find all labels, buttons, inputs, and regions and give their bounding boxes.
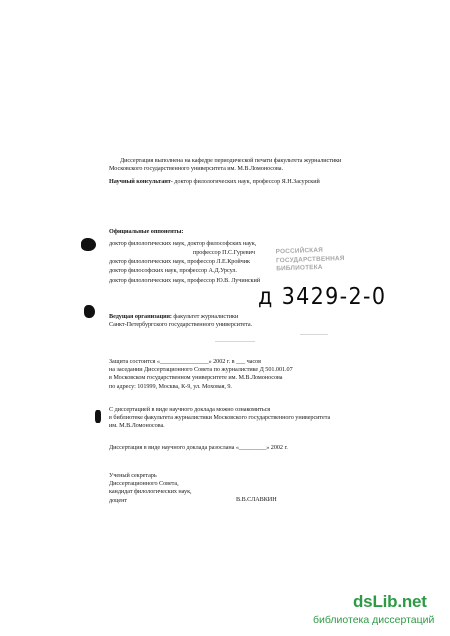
opponent-line: доктор философских наук, профессор А.Д.Урсул. [109, 267, 237, 274]
handwritten-inventory-number: д 3429-2-0 [258, 284, 387, 310]
leading-org-text: факультет журналистики [171, 313, 239, 320]
secretary-name: В.В.СЛАВКИН [236, 496, 277, 503]
library-line: С диссертацией в виде научного доклада можно ознакомиться [109, 406, 271, 413]
secretary-line: доцент [109, 497, 128, 504]
secretary-line: Диссертационного Совета, [109, 480, 179, 487]
intro-line-2: Московского государственного университета им. М.В.Ломоносова. [109, 165, 283, 172]
consultant-line [109, 178, 320, 186]
stamp-line: ГОСУДАРСТВЕННАЯ [275, 254, 345, 264]
opponent-line: профессор П.С.Гуревич [193, 249, 255, 256]
defense-line: в Московском государственном университете им. М.В.Ломоносова [109, 374, 283, 381]
opponent-line: доктор филологических наук, профессор Л.Е.Кройчик [109, 258, 250, 265]
watermark-logo: dsLib.net [353, 592, 427, 611]
hole-punch-mark [81, 238, 96, 251]
watermark-caption: библиотека диссертаций [313, 614, 435, 626]
scan-smudge [300, 334, 328, 335]
stamp-line: РОССИЙСКАЯ [275, 246, 324, 256]
defense-line: на заседании Диссертационного Совета по журналистике Д 501.001.07 [109, 366, 293, 373]
library-stamp [276, 246, 357, 275]
consultant-label: Научный консультант- [109, 178, 173, 185]
leading-org-label: Ведущая организация: [109, 313, 172, 320]
opponents-title: Официальные оппоненты: [109, 228, 184, 235]
defense-line: Защита состоится «________________» 2002 г. в ___ часов [109, 358, 261, 365]
consultant-text: доктор филологических наук, профессор Я.Н.Засурский [172, 178, 320, 185]
scan-smudge [215, 341, 255, 342]
leading-org-line [109, 313, 238, 321]
stamp-line: БИБЛИОТЕКА [276, 263, 323, 273]
defense-line: по адресу: 101999, Москва, К-9, ул. Моховая, 9. [109, 383, 232, 390]
hole-punch-mark [84, 305, 95, 318]
hole-punch-mark [95, 410, 101, 423]
secretary-line: кандидат филологических наук, [109, 488, 192, 495]
sent-out-line: Диссертация в виде научного доклада разослана «_________» 2002 г. [109, 444, 288, 451]
secretary-line: Ученый секретарь [109, 472, 157, 479]
library-line: в библиотеке факультета журналистики Московского государственного университета [109, 414, 331, 421]
opponent-line: доктор филологических наук, профессор Ю.В. Лучинский [109, 277, 261, 284]
intro-line-1: Диссертация выполнена на кафедре периодической печати факультета журналистики [120, 157, 342, 164]
library-line: им. М.В.Ломоносова. [109, 422, 165, 429]
opponent-line: доктор филологических наук, доктор философских наук, [109, 240, 257, 247]
leading-org-line-2: Санкт-Петербургского государственного университета. [109, 321, 253, 328]
